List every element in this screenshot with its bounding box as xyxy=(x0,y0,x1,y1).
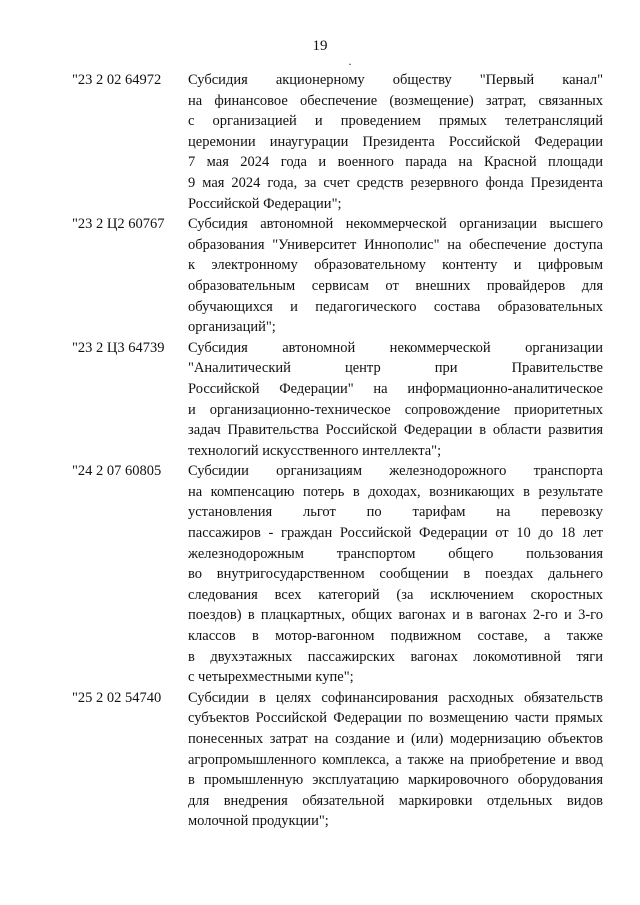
budget-code-entry xyxy=(0,70,640,214)
description-line: поездов) в плацкартных, общих вагонах и в вагонах 2-го и 3-го xyxy=(188,607,603,624)
budget-code-entry xyxy=(0,338,640,462)
description-line: железнодорожным транспортом общего пользования xyxy=(188,545,603,562)
description-line: церемонии инаугурации Президента Российской Федерации xyxy=(188,133,603,150)
description-line: следования всех категорий (за исключением скоростных xyxy=(188,586,603,603)
description-line: Субсидии в целях софинансирования расходных обязательств xyxy=(188,689,603,706)
description-line: в промышленную эксплуатацию маркировочного оборудования xyxy=(188,772,603,789)
description-line: "Аналитический центр при Правительстве xyxy=(188,360,603,377)
description-line: молочной продукции"; xyxy=(188,813,329,830)
description-line: Субсидия автономной некоммерческой организации xyxy=(188,339,603,356)
description-line: Российской Федерации" на информационно-аналитическое xyxy=(188,380,603,397)
description-line: на компенсацию потерь в доходах, возникающих в результате xyxy=(188,483,603,500)
description-line: Субсидия автономной некоммерческой организации высшего xyxy=(188,216,603,233)
description-line: понесенных затрат на создание и (или) модернизацию объектов xyxy=(188,731,603,747)
description-line: для внедрения обязательной маркировки отдельных видов xyxy=(188,792,603,809)
budget-code: "23 2 02 64972 xyxy=(72,72,162,88)
budget-code-description xyxy=(188,688,603,832)
description-line: образовательным сервисам от внешних провайдеров для xyxy=(188,277,603,294)
stray-mark: · xyxy=(348,57,352,71)
description-line: с четырехместными купе"; xyxy=(188,669,354,686)
budget-code-description xyxy=(188,461,603,688)
description-line: технологий искусственного интеллекта"; xyxy=(188,442,442,459)
description-line: Субсидия акционерному обществу "Первый канал" xyxy=(188,72,603,88)
description-line: Российской Федерации"; xyxy=(188,195,342,212)
budget-code-description xyxy=(188,338,603,462)
page-number: 19 xyxy=(312,38,328,54)
description-line: агропромышленного комплекса, а также на приобретение и ввод xyxy=(188,751,603,768)
description-line: классов в мотор-вагонном подвижном составе, а также xyxy=(188,628,603,645)
description-line: 9 мая 2024 года, за счет средств резервного фонда Президента xyxy=(188,174,603,191)
budget-code-entry xyxy=(0,688,640,832)
description-line: к электронному образовательному контенту и цифровым xyxy=(188,257,603,274)
description-line: пассажиров - граждан Российской Федерации от 10 до 18 лет xyxy=(188,525,603,542)
description-line: обучающихся и педагогического состава образовательных xyxy=(188,298,603,315)
budget-code-description xyxy=(188,70,603,214)
description-line: в двухэтажных пассажирских вагонах локомотивной тяги xyxy=(188,648,603,665)
description-line: задач Правительства Российской Федерации в области развития xyxy=(188,422,603,439)
budget-code: "24 2 07 60805 xyxy=(72,463,162,480)
description-line: и организационно-техническое сопровождение приоритетных xyxy=(188,401,603,418)
description-line: установления льгот по тарифам на перевозку xyxy=(188,504,603,521)
budget-code-entry xyxy=(0,461,640,688)
budget-code-entry xyxy=(0,214,640,338)
budget-code-list xyxy=(0,70,640,832)
description-line: организаций"; xyxy=(188,319,276,336)
budget-code-description xyxy=(188,214,603,338)
budget-code: "23 2 Ц2 60767 xyxy=(72,216,165,233)
description-line: образования "Университет Иннополис" на обеспечение доступа xyxy=(188,236,603,253)
budget-code: "25 2 02 54740 xyxy=(72,689,162,706)
description-line: Субсидии организациям железнодорожного транспорта xyxy=(188,463,603,480)
description-line: во внутригосударственном сообщении в поездах дальнего xyxy=(188,566,603,583)
budget-code: "23 2 Ц3 64739 xyxy=(72,339,165,356)
description-line: субъектов Российской Федерации по возмещению части прямых xyxy=(188,710,603,727)
description-line: с организацией и проведением прямых телетрансляций xyxy=(188,113,603,130)
description-line: на финансовое обеспечение (возмещение) затрат, связанных xyxy=(188,92,603,109)
description-line: 7 мая 2024 года и военного парада на Красной площади xyxy=(188,154,603,171)
